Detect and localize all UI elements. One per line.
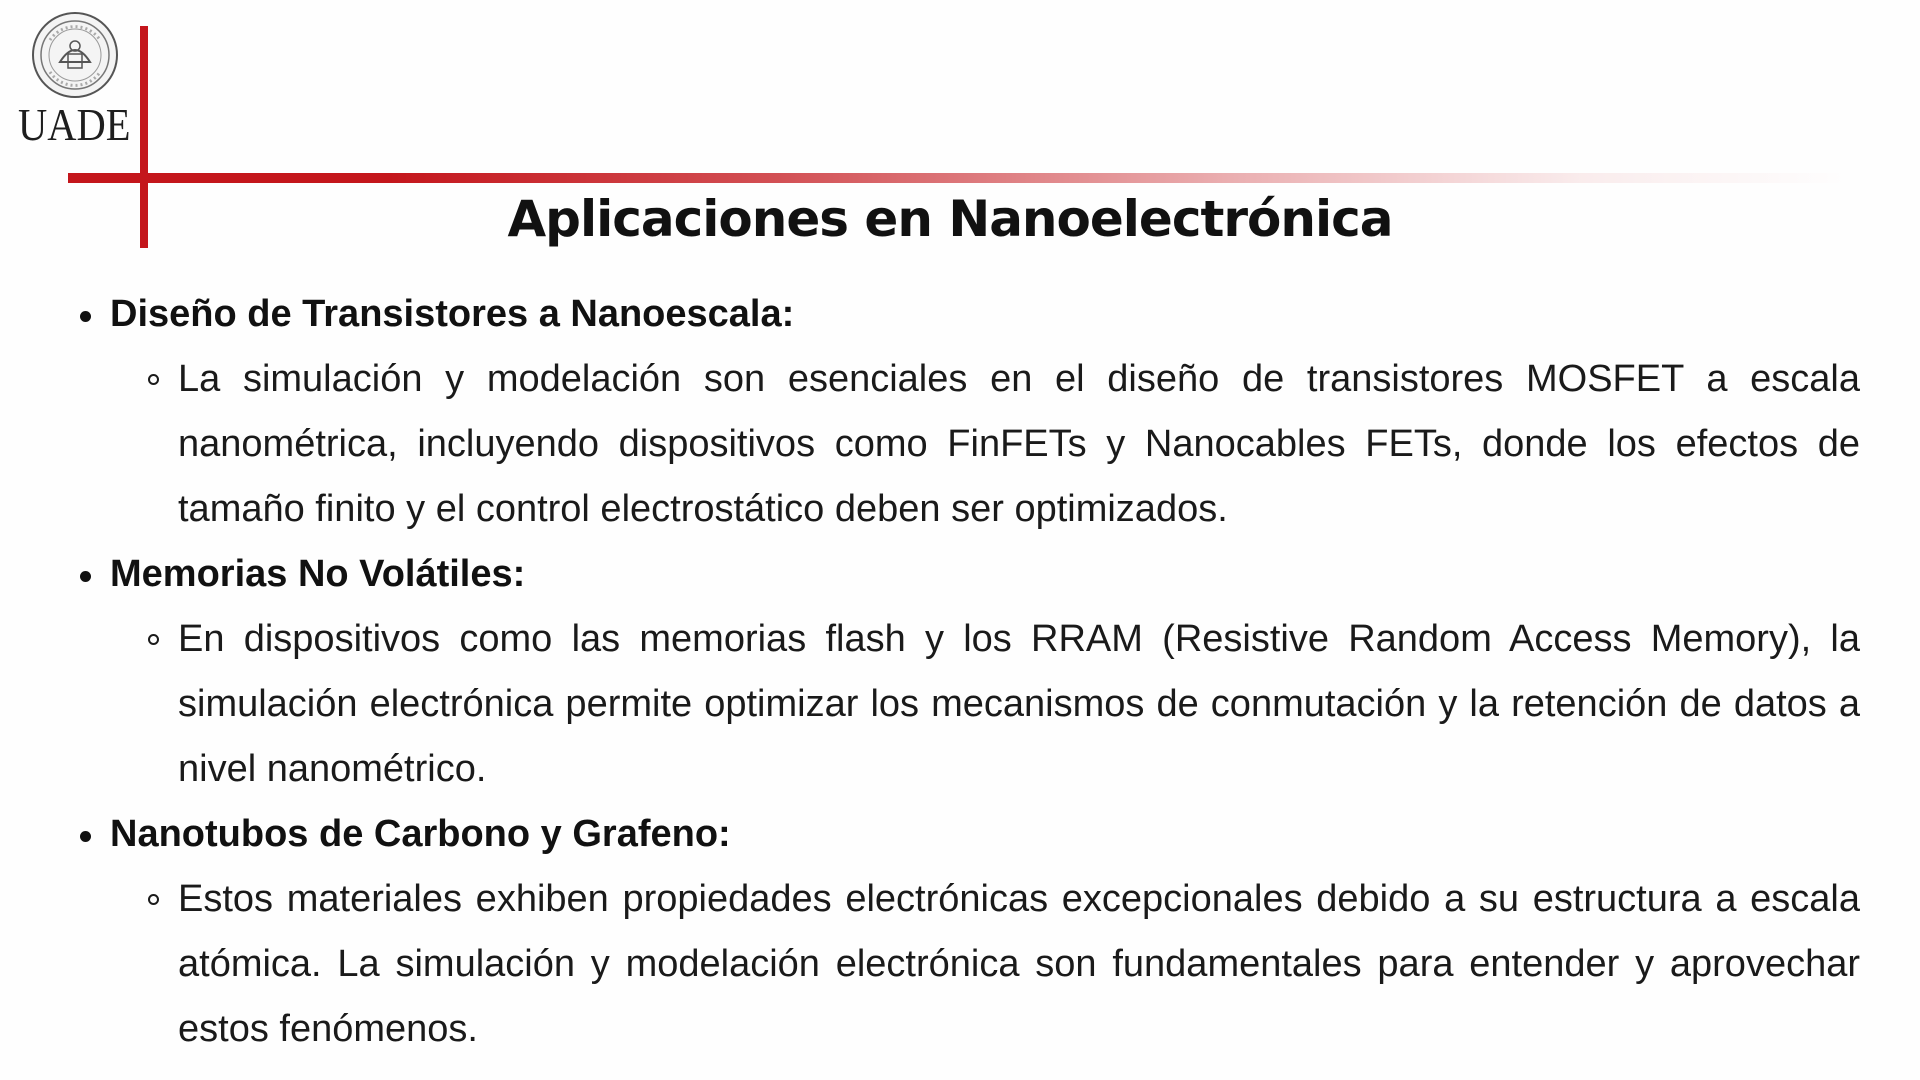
section-transistores [80, 282, 1860, 542]
section-heading: Memorias No Volátiles: [80, 542, 1860, 607]
bullet-list [80, 282, 1860, 1062]
accent-horizontal-line [68, 173, 1848, 183]
university-seal-icon [30, 10, 120, 100]
section-text: La simulación y modelación son esenciales en el diseño de transistores MOSFET a escala nanométrica, incluyendo dispositivos como FinFETs y Nanocables FETs, donde los efectos de tamaño finito y el control electrostático deben ser optimizados. [178, 347, 1860, 542]
section-heading: Nanotubos de Carbono y Grafeno: [80, 802, 1860, 867]
logo-wordmark: UADE [18, 99, 131, 150]
section-memorias [80, 542, 1860, 802]
section-heading: Diseño de Transistores a Nanoescala: [80, 282, 1860, 347]
uade-logo [14, 10, 134, 150]
section-nanotubos [80, 802, 1860, 1062]
section-text: En dispositivos como las memorias flash y los RRAM (Resistive Random Access Memory), la simulación electrónica permite optimizar los mecanismos de conmutación y la retención de datos a nivel nanométrico. [178, 607, 1860, 802]
slide-title: Aplicaciones en Nanoelectrónica [507, 190, 1393, 248]
section-text: Estos materiales exhiben propiedades electrónicas excepcionales debido a su estructura a escala atómica. La simulación y modelación electrónica son fundamentales para entender y aprovechar estos fenómenos. [178, 867, 1860, 1062]
